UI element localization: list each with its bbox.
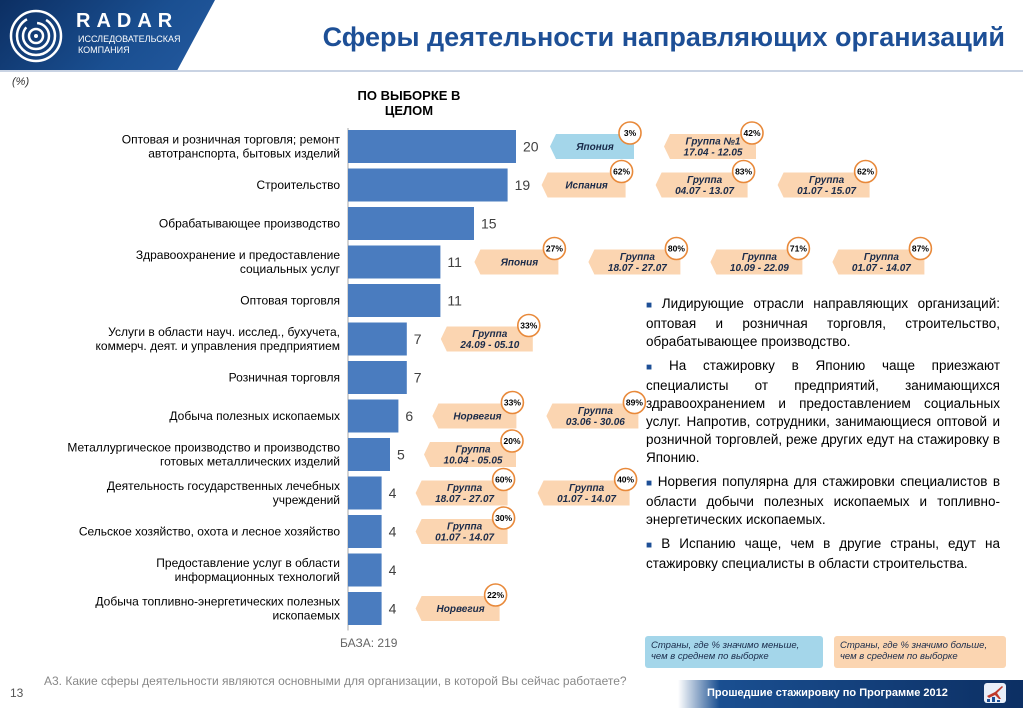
question-text: А3. Какие сферы деятельности являются основными для организации, в которой Вы сейчас работаете?	[44, 674, 627, 688]
note-text: На стажировку в Японию чаще приезжают специалисты от предприятий, занимающихся здравоохранением и предоставлением социальных услуг. Напротив, сотрудники, занимающиеся оптовой и розничной торговлей, реже других едут на стажировку в Японию.	[646, 358, 1000, 465]
category-label: учреждений	[272, 493, 340, 507]
bar-value-label: 19	[514, 177, 531, 193]
page-title: Сферы деятельности направляющих организаций	[322, 22, 1005, 52]
category-label: автотранспорта, бытовых изделий	[148, 146, 340, 161]
bullet-icon: ■	[646, 300, 658, 311]
pct-badge-label: 71%	[789, 243, 807, 254]
note-item	[646, 535, 1000, 573]
group-tag-label: Группа	[863, 252, 899, 263]
group-tag-label: Группа	[455, 444, 491, 456]
pct-badge-label: 3%	[623, 128, 637, 138]
bar-value-label: 20	[523, 138, 539, 155]
note-text: Лидирующие отрасли направляющих организаций: оптовая и розничная торговля, строительство, обрабатывающее производство.	[646, 296, 1000, 349]
bar-value-label: 11	[447, 254, 462, 270]
group-tag-label: 17.04 - 12.05	[683, 147, 743, 159]
bar-value-label: 4	[388, 485, 397, 501]
bullet-icon: ■	[646, 540, 658, 551]
group-tag-label: 01.07 - 14.07	[557, 494, 617, 505]
group-tag-label: 10.09 - 22.09	[729, 263, 789, 274]
base-label: БАЗА: 219	[340, 636, 398, 650]
group-tag-label: Группа	[447, 521, 483, 533]
bar	[348, 130, 516, 163]
category-label: коммерч. деят. и управления предприятием	[95, 339, 340, 353]
pct-badge-label: 83%	[735, 166, 753, 177]
pct-badge-label: 60%	[495, 474, 513, 485]
column-header: ПО ВЫБОРКЕ В ЦЕЛОМ	[357, 88, 461, 118]
group-tag-label: 01.07 - 14.07	[435, 532, 495, 544]
group-tag-label: Группа	[741, 252, 777, 263]
group-tag-label: 18.07 - 27.07	[607, 263, 667, 274]
pct-badge-label: 87%	[911, 243, 929, 254]
note-item	[646, 473, 1000, 529]
group-tag-label: 01.07 - 15.07	[797, 186, 857, 197]
bar	[348, 361, 407, 394]
pct-badge-label: 30%	[495, 513, 513, 523]
group-tag-label: 10.04 - 05.05	[443, 455, 503, 467]
pct-badge-label: 62%	[613, 166, 631, 177]
category-label: Розничная торговля	[228, 370, 340, 385]
group-tag-label: Испания	[565, 180, 608, 192]
bar-value-label: 7	[413, 331, 422, 347]
legend-lower: Страны, где % значимо меньше, чем в среднем по выборке	[645, 636, 823, 668]
bar-value-label: 6	[405, 408, 414, 424]
category-label: Добыча полезных ископаемых	[169, 409, 340, 423]
category-label: Здравоохранение и предоставление	[135, 248, 340, 262]
note-item	[646, 295, 1000, 351]
pct-badge-label: 42%	[743, 128, 761, 138]
bar-value-label: 7	[413, 369, 422, 386]
bar	[348, 400, 398, 433]
group-tag-label: Группа	[687, 175, 723, 186]
brand-name: RADAR	[76, 10, 179, 32]
bar-value-label: 4	[388, 600, 397, 617]
bar	[348, 515, 382, 548]
bar-value-label: 15	[481, 215, 497, 232]
category-label: готовых металлических изделий	[160, 454, 340, 469]
category-label: Оптовая и розничная торговля; ремонт	[121, 132, 340, 147]
group-tag-label: Группа	[569, 483, 605, 494]
bullet-icon: ■	[646, 478, 654, 489]
group-tag-label: Группа	[809, 175, 845, 186]
group-tag-label: Япония	[576, 142, 614, 153]
bar	[348, 554, 382, 587]
pct-badge-label: 40%	[617, 474, 635, 485]
bar-value-label: 5	[397, 446, 405, 463]
group-tag-label: Группа	[619, 252, 655, 263]
units-label: (%)	[12, 76, 30, 88]
category-label: Сельское хозяйство, охота и лесное хозяйство	[78, 524, 340, 539]
findings-notes	[646, 295, 1000, 579]
category-label: ископаемых	[272, 608, 340, 623]
group-tag-label: Группа	[447, 483, 483, 494]
group-tag-label: 04.07 - 13.07	[675, 186, 735, 197]
group-tag-label: Япония	[500, 257, 539, 269]
bar-value-label: 11	[447, 292, 462, 309]
note-text: В Испанию чаще, чем в другие страны, едут на стажировку специалисты в области строительства.	[646, 536, 1000, 571]
bar-value-label: 4	[388, 523, 397, 540]
category-label: информационных технологий	[174, 570, 340, 584]
category-label: Обрабатывающее производство	[158, 216, 340, 231]
category-label: социальных услуг	[239, 262, 340, 276]
group-tag-label: 18.07 - 27.07	[435, 494, 495, 505]
bar	[348, 323, 407, 356]
bar	[348, 284, 440, 317]
group-tag-label: Норвегия	[436, 604, 485, 615]
plane-icon	[983, 682, 1007, 704]
group-tag-label: 01.07 - 14.07	[851, 263, 911, 274]
pct-badge-label: 80%	[667, 243, 685, 254]
group-tag-label: 03.06 - 30.06	[565, 417, 625, 428]
pct-badge-label: 33%	[520, 320, 538, 331]
category-label: Добыча топливно-энергетических полезных	[95, 594, 340, 609]
category-label: Металлургическое производство и производство	[67, 440, 340, 455]
bar	[348, 477, 382, 510]
bar	[348, 438, 390, 471]
note-item	[646, 357, 1000, 467]
pct-badge-label: 89%	[625, 397, 643, 408]
group-tag-label: Норвегия	[453, 411, 502, 423]
category-label: Предоставление услуг в области	[156, 556, 340, 570]
page-number: 13	[10, 686, 24, 700]
note-text: Норвегия популярна для стажировки специалистов в области добычи полезных ископаемых и топливно-энергетических ископаемых.	[646, 474, 1000, 527]
category-label: Строительство	[256, 178, 340, 192]
program-label: Прошедшие стажировку по Программе 2012	[707, 687, 948, 699]
brand-subtitle: ИССЛЕДОВАТЕЛЬСКАЯ КОМПАНИЯ	[78, 34, 181, 55]
group-tag-label: Группа	[472, 329, 508, 340]
legend-higher: Страны, где % значимо больше, чем в среднем по выборке	[834, 636, 1006, 668]
pct-badge-label: 20%	[503, 436, 521, 446]
category-label: Оптовая торговля	[240, 293, 340, 308]
pct-badge-label: 27%	[545, 243, 563, 254]
bullet-icon: ■	[646, 362, 666, 373]
pct-badge-label: 22%	[487, 590, 505, 600]
pct-badge-label: 62%	[857, 166, 875, 177]
group-tag-label: Группа №1	[685, 136, 741, 148]
pct-badge-label: 33%	[503, 397, 521, 408]
bar	[348, 246, 440, 279]
bar	[348, 592, 382, 625]
group-tag-label: 24.09 - 05.10	[460, 340, 520, 351]
category-label: Услуги в области науч. исслед., бухучета,	[108, 325, 340, 339]
bar	[348, 169, 508, 202]
group-tag-label: Группа	[577, 406, 613, 417]
category-label: Деятельность государственных лечебных	[106, 479, 340, 493]
bar	[348, 207, 474, 240]
bar-value-label: 4	[388, 562, 397, 578]
